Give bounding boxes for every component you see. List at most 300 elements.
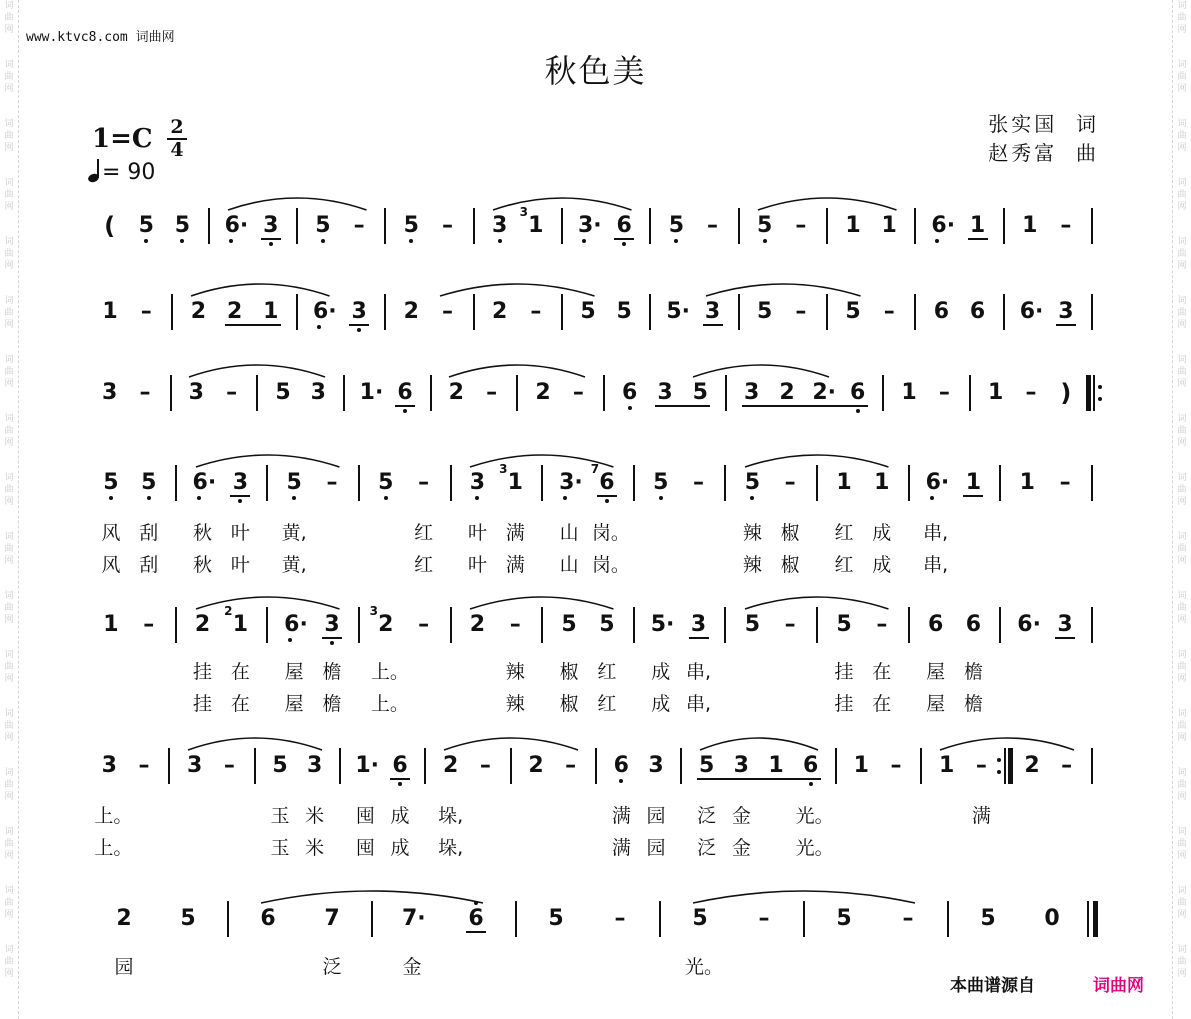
bar-line (947, 901, 949, 937)
bar-line (561, 294, 563, 330)
sustain-dash: – (223, 753, 235, 778)
source-line (950, 971, 1144, 996)
watermark-text: 词曲网 (4, 827, 14, 861)
bar-line (738, 208, 740, 244)
note: 6· (931, 213, 956, 238)
lyric-syllable: 满 (505, 522, 525, 544)
beam-underline (261, 238, 281, 240)
bar-line (424, 748, 426, 784)
lyric-syllable: 椒 (559, 693, 579, 715)
slur-mark (439, 283, 596, 297)
bar-line (208, 208, 210, 244)
lyric-syllable: 上。 (370, 661, 409, 683)
low-octave-dot (229, 239, 233, 243)
lyric-syllable: 在 (872, 661, 892, 683)
lyric-syllable: 成 (651, 661, 671, 683)
lyric-syllable: 屋 (284, 661, 304, 683)
note: 6 (622, 380, 638, 405)
watermark-text: 词曲网 (1177, 768, 1187, 802)
note: 6 (468, 906, 484, 931)
note: 5 (836, 906, 852, 931)
note: 3 (101, 753, 117, 778)
watermark-text: 词曲网 (1177, 119, 1187, 153)
note: 1 (965, 470, 982, 495)
low-octave-dot (582, 239, 586, 243)
note: 6 (397, 380, 413, 405)
watermark-text: 词曲网 (1177, 414, 1187, 448)
note: 3 (1058, 299, 1074, 324)
lyric-syllable: 园 (114, 956, 134, 978)
final-bar-line (1093, 901, 1098, 937)
note: 3 (469, 470, 486, 495)
low-octave-dot (321, 239, 325, 243)
grace-note: 3 (369, 604, 378, 618)
bar-line (1087, 901, 1089, 937)
note: 1 (939, 753, 955, 778)
low-octave-dot (144, 239, 148, 243)
watermark-text: 词曲网 (4, 237, 14, 271)
note: 3 (657, 380, 673, 405)
lyric-syllable: 挂 (193, 661, 213, 683)
note: 1 (507, 470, 523, 495)
low-octave-dot (674, 239, 678, 243)
bar-line (296, 294, 298, 330)
lyric-syllable: 满 (505, 554, 525, 576)
sustain-dash: – (530, 299, 542, 324)
note: 6· (192, 470, 217, 495)
repeat-start-bar (1086, 375, 1091, 411)
sustain-dash: – (1025, 380, 1037, 405)
beam-underline (597, 495, 617, 497)
beam-underline (689, 637, 709, 639)
lyric-syllable: 米 (305, 837, 325, 859)
note: 1 (102, 299, 118, 324)
watermark-text: 词曲网 (1177, 827, 1187, 861)
sustain-dash: – (975, 753, 987, 778)
lyric-syllable: 椒 (780, 554, 800, 576)
sustain-dash: – (707, 213, 719, 238)
lyric-syllable: 米 (305, 805, 325, 827)
slur-mark (260, 890, 484, 904)
lyric-syllable: 辣 (505, 693, 525, 715)
note: 5 (403, 213, 419, 238)
bar-line (603, 375, 605, 411)
note: 2 (403, 299, 419, 324)
bar-line (516, 375, 518, 411)
bar-line (561, 208, 563, 244)
sustain-dash: – (902, 906, 914, 931)
note: 5 (174, 213, 191, 238)
low-octave-dot (292, 496, 296, 500)
note: 5 (378, 470, 394, 495)
sustain-dash: – (1060, 213, 1072, 238)
note: 5 (836, 612, 852, 637)
low-octave-dot (330, 641, 334, 645)
note: 6· (1019, 299, 1044, 324)
sustain-dash: – (693, 470, 705, 495)
bar-line (371, 901, 373, 937)
sustain-dash: – (139, 380, 151, 405)
bar-line (803, 901, 805, 937)
lyric-syllable: 黄, (281, 554, 307, 576)
note: 5 (548, 906, 564, 931)
lyric-syllable: 红 (834, 522, 854, 544)
lyric-syllable: 檐 (322, 693, 342, 715)
bar-line (256, 375, 258, 411)
watermark-text: 词曲网 (4, 1, 14, 35)
note: 3 (263, 213, 279, 238)
note: 5 (616, 299, 632, 324)
beam-underline (968, 238, 988, 240)
sustain-dash: – (418, 470, 430, 495)
bar-line (908, 465, 910, 501)
note: 6 (969, 299, 986, 324)
note: 2 (491, 299, 508, 324)
watermark-text: 词曲网 (4, 532, 14, 566)
watermark-text: 词曲网 (1177, 1, 1187, 35)
note: 5· (666, 299, 691, 324)
lyric-syllable: 金 (731, 805, 751, 827)
note: 5 (699, 753, 715, 778)
note: 5 (744, 470, 761, 495)
note: 1 (853, 753, 869, 778)
low-octave-dot (180, 239, 184, 243)
watermark-text: 词曲网 (4, 650, 14, 684)
sustain-dash: – (509, 612, 521, 637)
low-octave-dot (935, 239, 939, 243)
slur-mark (744, 596, 889, 610)
bar-line (908, 607, 910, 643)
slur-mark (492, 197, 633, 211)
bar-line (170, 375, 172, 411)
repeat-dots (997, 758, 1001, 774)
beam-underline (655, 405, 710, 407)
note: 3 (187, 753, 203, 778)
note: 1 (874, 470, 890, 495)
slur-mark (939, 737, 1075, 751)
note: 3 (102, 380, 118, 405)
lyric-syllable: 刮 (139, 554, 159, 576)
bar-line (649, 294, 651, 330)
lyric-syllable: 囤 (355, 837, 375, 859)
watermark-text: 词曲网 (1177, 473, 1187, 507)
watermark-text: 词曲网 (1177, 178, 1187, 212)
parenthesis: ) (1060, 379, 1072, 407)
low-octave-dot (619, 779, 623, 783)
sustain-dash: – (143, 612, 155, 637)
sustain-dash: – (614, 906, 626, 931)
note: 1 (836, 470, 852, 495)
bar-line (1003, 208, 1005, 244)
lyric-syllable: 泛 (322, 956, 342, 978)
watermark-text: 词曲网 (4, 591, 14, 625)
lyric-syllable: 上。 (94, 805, 133, 827)
bar-line (999, 465, 1001, 501)
watermark-text: 词曲网 (4, 473, 14, 507)
bar-line (358, 465, 360, 501)
bar-line (914, 208, 916, 244)
bar-line (227, 901, 229, 937)
lyric-syllable: 檐 (963, 661, 983, 683)
beam-underline (390, 778, 410, 780)
bar-line (633, 465, 635, 501)
note: 3 (648, 753, 664, 778)
bar-line (175, 607, 177, 643)
bar-line (914, 294, 916, 330)
note: 5 (757, 213, 773, 238)
lyric-syllable: 串, (686, 661, 712, 683)
bar-line (384, 294, 386, 330)
note: 2 (194, 612, 211, 637)
bar-line (171, 294, 173, 330)
beam-underline (703, 324, 723, 326)
lyric-syllable: 串, (923, 522, 949, 544)
note: 0 (1044, 906, 1060, 931)
note: 5 (653, 470, 669, 495)
lyric-syllable: 成 (872, 554, 892, 576)
grace-note: 3 (499, 462, 508, 476)
note: 1 (263, 299, 279, 324)
beam-underline (742, 405, 868, 407)
bar-line (738, 294, 740, 330)
bar-line (816, 607, 818, 643)
lyric-syllable: 檐 (322, 661, 342, 683)
lyric-syllable: 满 (611, 805, 631, 827)
note: 3 (491, 213, 508, 238)
watermark-text: 词曲网 (4, 60, 14, 94)
source-brand[interactable]: 词曲网 (1093, 976, 1144, 996)
note: 1 (1019, 470, 1035, 495)
note: 5 (580, 299, 596, 324)
note: 3 (733, 753, 749, 778)
beam-underline (349, 324, 369, 326)
low-octave-dot (409, 239, 413, 243)
note: 6 (850, 380, 866, 405)
note: 2· (812, 380, 836, 405)
slur-mark (190, 283, 331, 297)
watermark-text: 词曲网 (1177, 237, 1187, 271)
bar-line (1091, 748, 1093, 784)
bar-line (254, 748, 256, 784)
site-url[interactable]: www.ktvc8.com 词曲网 (26, 30, 175, 45)
bar-line (1003, 294, 1005, 330)
bar-line (168, 748, 170, 784)
lyric-syllable: 屋 (284, 693, 304, 715)
slur-mark (744, 454, 889, 468)
low-octave-dot (109, 496, 113, 500)
bar-line (541, 607, 543, 643)
note: 3· (559, 470, 583, 495)
lyric-syllable: 光。 (795, 837, 834, 859)
bar-line (266, 465, 268, 501)
bar-line (266, 607, 268, 643)
lyric-syllable: 檐 (963, 693, 983, 715)
watermark-text: 词曲网 (4, 886, 14, 920)
grace-note: 7 (590, 462, 600, 476)
note: 2 (378, 612, 394, 637)
note: 3 (307, 753, 323, 778)
note: 3 (1057, 612, 1073, 637)
note: 6 (599, 470, 615, 495)
note: 1 (845, 213, 861, 238)
note: 1 (768, 753, 784, 778)
sustain-dash: – (486, 380, 498, 405)
lyric-syllable: 辣 (505, 661, 525, 683)
slur-mark (443, 737, 579, 751)
sustain-dash: – (572, 380, 584, 405)
bar-line (473, 294, 475, 330)
watermark-text: 词曲网 (1177, 650, 1187, 684)
sustain-dash: – (565, 753, 577, 778)
sustain-dash: – (784, 612, 796, 637)
watermark-text: 词曲网 (1177, 709, 1187, 743)
bar-line (1091, 294, 1093, 330)
lyric-syllable: 垛, (438, 805, 464, 827)
note: 5 (599, 612, 615, 637)
note: 1 (988, 380, 1004, 405)
slur-mark (705, 283, 862, 297)
bar-line (680, 748, 682, 784)
bar-line (649, 208, 651, 244)
lyric-syllable: 红 (414, 554, 434, 576)
bar-line (835, 748, 837, 784)
note: 5 (757, 299, 773, 324)
lyric-syllable: 挂 (193, 693, 213, 715)
low-octave-dot (605, 499, 609, 503)
watermark-text: 词曲网 (1177, 591, 1187, 625)
bar-line (384, 208, 386, 244)
note: 5 (138, 213, 154, 238)
note: 5 (561, 612, 577, 637)
lyric-syllable: 红 (414, 522, 434, 544)
sustain-dash: – (938, 380, 950, 405)
bar-line (1004, 748, 1006, 784)
sustain-dash: – (784, 470, 796, 495)
note: 6· (925, 470, 950, 495)
sustain-dash: – (226, 380, 238, 405)
low-octave-dot (269, 242, 273, 246)
lyric-syllable: 风 (101, 554, 121, 576)
note: 5 (744, 612, 761, 637)
lyric-syllable: 垛, (438, 837, 464, 859)
bar-line (920, 748, 922, 784)
low-octave-dot (384, 496, 388, 500)
lyric-syllable: 园 (646, 805, 666, 827)
bar-line (510, 748, 512, 784)
bar-line (816, 465, 818, 501)
watermark-text: 词曲网 (1177, 532, 1187, 566)
note: 1· (355, 753, 379, 778)
bar-line (430, 375, 432, 411)
lyric-syllable: 屋 (926, 693, 946, 715)
slur-mark (227, 197, 368, 211)
bar-line (450, 607, 452, 643)
bar-line (826, 208, 828, 244)
lyric-syllable: 成 (651, 693, 671, 715)
watermark-text: 词曲网 (1177, 60, 1187, 94)
lyric-syllable: 玉 (270, 837, 290, 859)
lyricist: 张实国 词 (988, 112, 1099, 136)
note: 3 (232, 470, 249, 495)
lyric-syllable: 叶 (467, 522, 487, 544)
note: 1 (881, 213, 897, 238)
lyric-syllable: 上。 (94, 837, 133, 859)
sustain-dash: – (441, 213, 453, 238)
watermark-text: 词曲网 (1177, 886, 1187, 920)
note: 5· (650, 612, 675, 637)
bar-line (296, 208, 298, 244)
bar-line (1093, 375, 1095, 411)
slur-mark (757, 197, 898, 211)
bar-line (659, 901, 661, 937)
sustain-dash: – (418, 612, 430, 637)
lyric-syllable: 金 (731, 837, 751, 859)
lyric-syllable: 山 (559, 522, 579, 544)
lyric-syllable: 光。 (685, 956, 724, 978)
watermark-text: 词曲网 (4, 178, 14, 212)
note: 2 (116, 906, 132, 931)
lyric-syllable: 叶 (230, 522, 250, 544)
slur-mark (692, 890, 916, 904)
lyric-syllable: 在 (230, 693, 250, 715)
lyric-syllable: 囤 (355, 805, 375, 827)
lyric-syllable: 串, (923, 554, 949, 576)
lyric-syllable: 玉 (270, 805, 290, 827)
note: 6· (312, 299, 337, 324)
sustain-dash: – (1059, 470, 1071, 495)
lyric-syllable: 在 (872, 693, 892, 715)
lyric-syllable: 园 (646, 837, 666, 859)
low-octave-dot (238, 499, 242, 503)
watermark-text: 词曲网 (4, 768, 14, 802)
lyric-syllable: 成 (390, 837, 410, 859)
lyric-syllable: 岗。 (591, 522, 630, 544)
lyric-syllable: 红 (597, 693, 617, 715)
sustain-dash: – (441, 299, 453, 324)
sustain-dash: – (138, 753, 150, 778)
note: 5 (272, 753, 288, 778)
bar-line (826, 294, 828, 330)
bar-line (343, 375, 345, 411)
lyric-syllable: 满 (971, 805, 991, 827)
note: 6 (803, 753, 819, 778)
beam-underline (1056, 324, 1076, 326)
note: 3 (704, 299, 721, 324)
beam-underline (225, 324, 281, 326)
note: 3 (744, 380, 760, 405)
repeat-dots (1098, 385, 1102, 401)
lyric-syllable: 辣 (742, 522, 762, 544)
note: 2 (469, 612, 486, 637)
sustain-dash: – (1061, 753, 1073, 778)
watermark-text: 词曲网 (4, 945, 14, 979)
note: 6 (616, 213, 632, 238)
note: 6· (1017, 612, 1041, 637)
note: 7· (402, 906, 426, 931)
note: 5 (692, 380, 708, 405)
bar-line (969, 375, 971, 411)
note: 6 (927, 612, 944, 637)
note: 1· (359, 380, 384, 405)
note: 3 (188, 380, 204, 405)
lyric-syllable: 在 (230, 661, 250, 683)
note: 5 (141, 470, 157, 495)
bar-line (358, 607, 360, 643)
note: 5 (275, 380, 291, 405)
grace-note: 3 (519, 205, 528, 219)
beam-underline (322, 637, 342, 639)
bar-line (595, 748, 597, 784)
